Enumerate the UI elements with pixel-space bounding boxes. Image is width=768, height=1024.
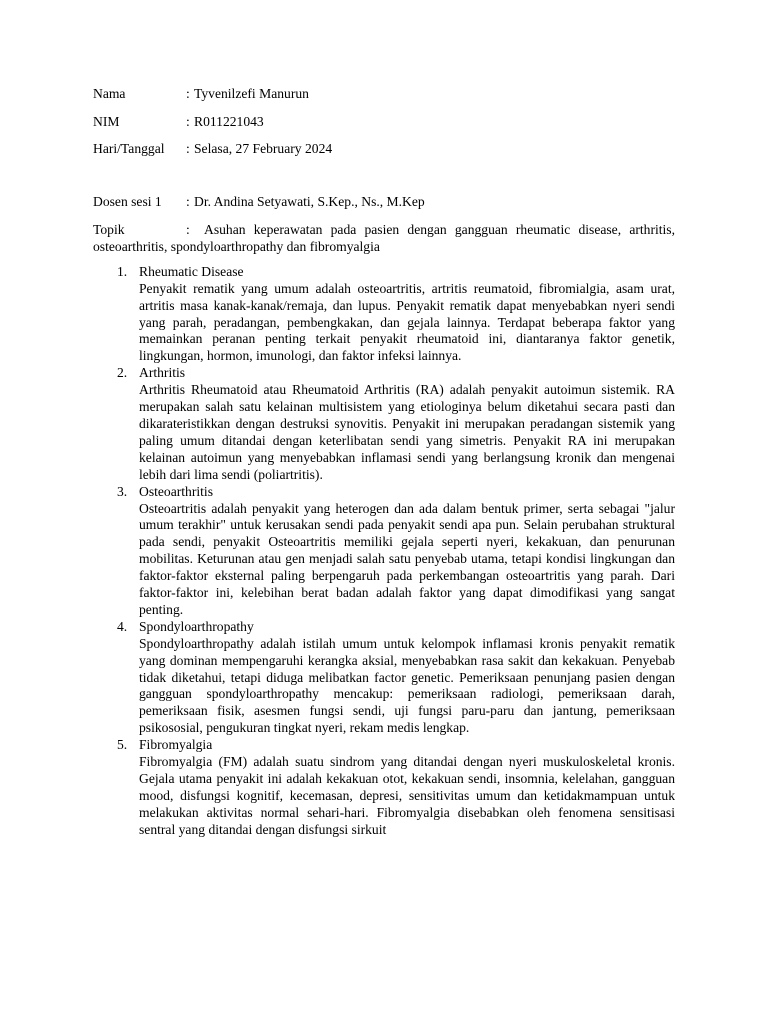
name-label: Nama: [93, 86, 126, 101]
list-item-title: Arthritis: [139, 365, 186, 381]
nim-row: [93, 114, 675, 131]
list-item-text: Fibromyalgia (FM) adalah suatu sindrom yang ditandai dengan nyeri muskuloskeletal kronis. Gejala utama penyakit ini adalah kekakuan otot, kekakuan sendi, insomnia, kelelahan, gangguan mood, disfungsi kognitif, kecemasan, depresi, sensitivitas umum dan ketidakmampuan untuk melakukan aktivitas normal sehari-hari. Fibromyalgia disebabkan oleh fenomena sensitisasi sentral yang ditandai dengan disfungsi sirkuit: [139, 754, 675, 837]
list-item-body: [139, 737, 675, 838]
list-item: [93, 484, 675, 619]
list-item-number: 4.: [117, 618, 128, 634]
list-item-body: [139, 484, 675, 619]
topic-list: [93, 264, 675, 839]
list-item-title: Rheumatic Disease: [139, 263, 244, 279]
topic-separator: :: [186, 222, 190, 238]
name-value: Tyvenilzefi Manurun: [194, 86, 309, 101]
list-item-text: Arthritis Rheumatoid atau Rheumatoid Arthritis (RA) adalah penyakit autoimun sistemik. RA merupakan salah satu kelainan multisistem yang etiologinya belum diketahui secara pasti dan dikarateristikkan dengan destruksi synovitis. Penyakit ini merupakan peradangan sistemik yang paling umum ditandai dengan keterlibatan sendi yang simetris. Penyakit RA ini merupakan kelainan autoimun yang menyebabkan inflamasi sendi yang berlangsung kronik dan mengenai lebih dari lima sendi (poliartritis).: [139, 382, 675, 482]
list-item-title: Osteoarthritis: [139, 483, 213, 499]
document-content: [93, 86, 675, 839]
topic-text: Asuhan keperawatan pada pasien dengan gangguan rheumatic disease, arthritis, osteoarthritis, spondyloarthropathy dan fibromyalgia: [93, 222, 675, 254]
date-separator: :: [186, 141, 190, 157]
list-item-body: [139, 264, 675, 365]
lecturer-row: [93, 194, 675, 211]
list-item: [93, 365, 675, 483]
lecturer-separator: :: [186, 194, 190, 210]
list-item-body: [139, 365, 675, 483]
list-item-body: [139, 619, 675, 737]
list-item: [93, 264, 675, 365]
name-separator: :: [186, 86, 190, 101]
list-item-number: 1.: [117, 263, 128, 279]
list-item: [93, 619, 675, 737]
list-item-title: Spondyloarthropathy: [139, 618, 254, 634]
nim-label: NIM: [93, 113, 120, 129]
date-row: [93, 141, 675, 158]
date-label: Hari/Tanggal: [93, 141, 165, 157]
list-item-text: Penyakit rematik yang umum adalah osteoartritis, artritis reumatoid, fibromialgia, asam urat, artritis masa kanak-kanak/remaja, dan lupus. Penyakit rematik dapat menyebabkan nyeri sendi yang parah, peradangan, pembengkakan, dan gejala lainnya. Terdapat beberapa faktor yang memainkan peranan penting terkait penyakit rheumatoid ini, diantaranya faktor genetik, lingkungan, hormon, imunologi, dan faktor infeksi lainnya.: [139, 280, 675, 364]
list-item-number: 5.: [117, 737, 128, 753]
nim-separator: :: [186, 113, 190, 129]
topic-label: Topik: [93, 222, 125, 238]
lecturer-value: Dr. Andina Setyawati, S.Kep., Ns., M.Kep: [194, 194, 425, 210]
list-item-number: 2.: [117, 365, 128, 381]
name-row: [93, 86, 675, 103]
date-value: Selasa, 27 February 2024: [194, 141, 333, 157]
list-item-title: Fibromyalgia: [139, 737, 213, 753]
list-item-text: Osteoartritis adalah penyakit yang heterogen dan ada dalam bentuk primer, serta sebagai "jalur umum terakhir" untuk kerusakan sendi pada penyakit sendi apa pun. Selain perubahan struktural pada sendi, penyakit Osteoartritis memiliki gejala seperti nyeri, kekakuan, dan penurunan mobilitas. Keturunan atau gen menjadi salah satu penyebab utama, tetapi kondisi lingkungan dan faktor-faktor eksternal paling berpengaruh pada perkembangan osteoartritis yang parah. Dari faktor-faktor ini, kelebihan berat badan adalah faktor yang dapat dimodifikasi yang sangat penting.: [139, 500, 675, 617]
list-item: [93, 737, 675, 838]
topic-paragraph: [93, 222, 675, 256]
list-item-text: Spondyloarthropathy adalah istilah umum untuk kelompok inflamasi kronis penyakit rematik yang dominan mempengaruhi kerangka aksial, menyebabkan rasa sakit dan kekakuan. Penyebab tidak diketahui, tetapi diduga melibatkan factor genetic. Pemeriksaan penunjang pasien dengan gangguan spondyloarthropathy mencakup: pemeriksaan radiologi, pemeriksaan darah, pemeriksaan fisik, asesmen fungsi sendi, uji fungsi paru-paru dan jantung, pemeriksaan psikososial, pengukuran tingkat nyeri, rekam medis lengkap.: [139, 635, 675, 736]
nim-value: R011221043: [194, 113, 264, 129]
lecturer-label: Dosen sesi 1: [93, 194, 162, 210]
list-item-number: 3.: [117, 483, 128, 499]
